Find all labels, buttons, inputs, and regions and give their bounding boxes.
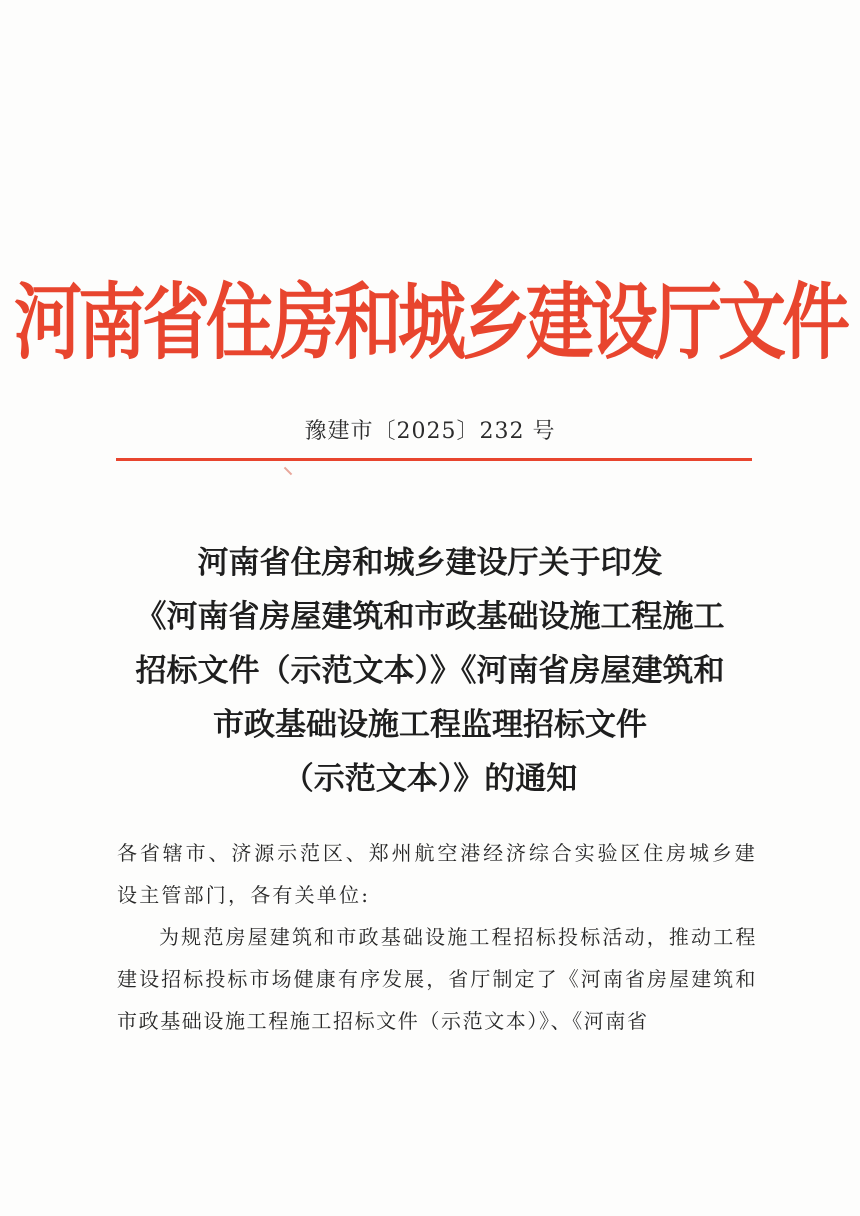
notice-title-line: 河南省住房和城乡建设厅关于印发 (197, 545, 663, 581)
body-paragraph: 为规范房屋建筑和市政基础设施工程招标投标活动，推动工程建设招标投标市场健康有序发展，省厅制定了《河南省房屋建筑和市政基础设施工程施工招标文件（示范文本）》、《河南省 (117, 925, 757, 1033)
notice-title-line: 市政基础设施工程监理招标文件 (213, 707, 647, 743)
notice-title-line: 招标文件（示范文本）》《河南省房屋建筑和 (135, 653, 725, 689)
issuer-header-title: 河南省住房和城乡建设厅文件 (13, 274, 846, 372)
notice-title-line: （示范文本）》的通知 (282, 761, 578, 797)
red-separator-line (116, 458, 752, 461)
notice-title-line: 《河南省房屋建筑和市政基础设施工程施工 (135, 599, 725, 635)
notice-title (0, 536, 860, 806)
document-number: 豫建市〔2025〕232 号 (304, 419, 556, 444)
notice-body (117, 832, 757, 1042)
salutation: 各省辖市、济源示范区、郑州航空港经济综合实验区住房城乡建设主管部门，各有关单位: (117, 841, 757, 907)
stray-pen-mark (284, 467, 292, 475)
